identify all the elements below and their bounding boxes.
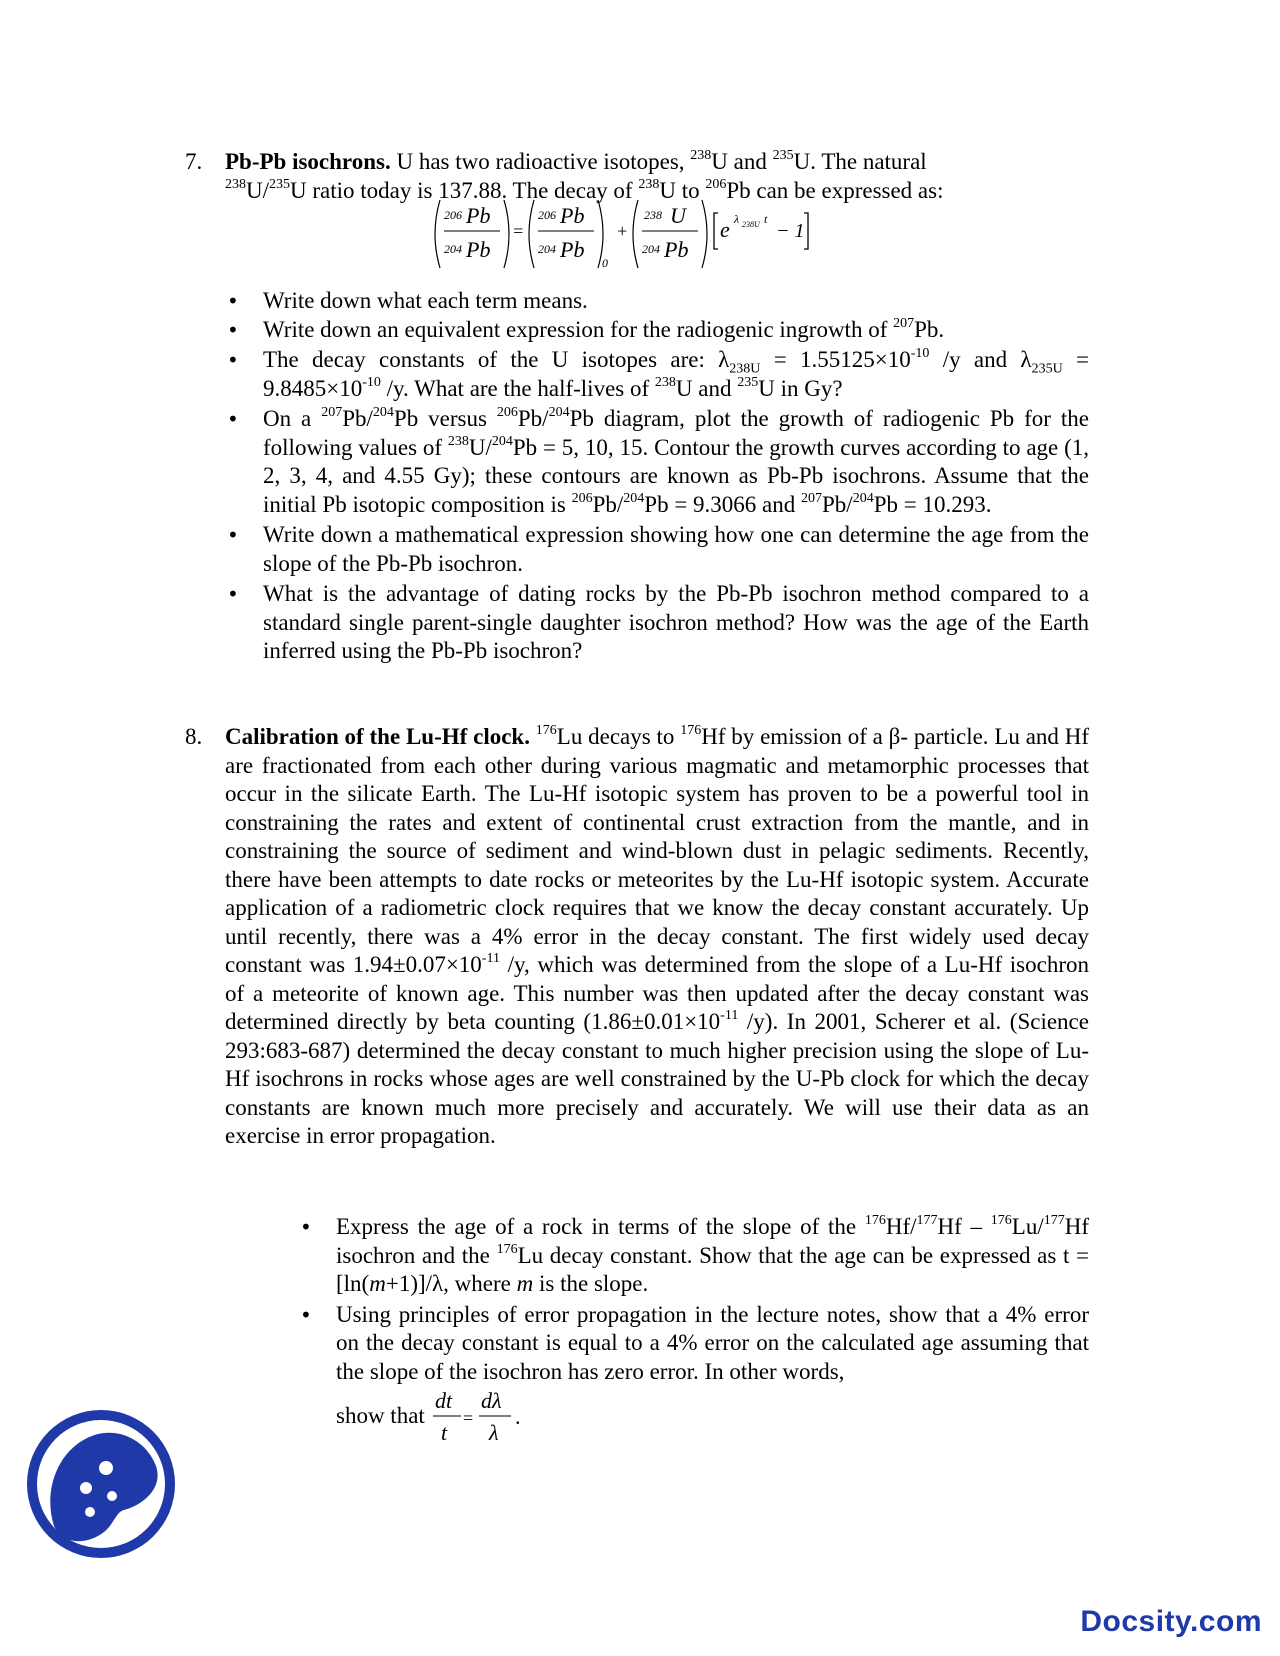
question-8-body: Calibration of the Lu-Hf clock. $^{176}$Lu decays to $^{176}$Hf by emission of a β- particle. Lu and Hf are fractionated from each other during various magmatic and metamorphic processes that occur in the silicate Earth. The Lu-Hf isotopic system has proven to be a powerful tool in constraining the rates and extent of continental crust extraction from the mantle, and in constraining the source of sediment and wind-blown dust in pelagic sediments. Recently, there have been attempts to date rocks or meteorites by the Lu-Hf isotopic system. Accurate application of a radiometric clock requires that we know the decay constant accurately. Up until recently, there was a 4% error in the decay constant. The first widely used decay constant was $1.94\pm 0.07\times 10^{-11}$ /y, which was determined from the slope of a Lu-Hf isochron of a meteorite of known age. This number was then updated after the decay constant was determined directly by beta counting ($1.86\pm 0.01\times 10^{-11}$ /y). In 2001, Scherer et al. (Science 293:683-687) determined the decay constant to much higher precision using the slope of Lu-Hf isochrons in rocks whose ages are well constrained by the U-Pb clock for which the decay constants are known much more precisely and accurately. We will use their data as an exercise in error propagation. xyxy=(225,723,1089,1148)
question-8-bullets xyxy=(300,1213,1089,1446)
svg-text:dλ: dλ xyxy=(480,1388,502,1413)
svg-text:Pb: Pb xyxy=(466,237,491,262)
svg-text:t: t xyxy=(440,1420,447,1445)
svg-text:204: 204 xyxy=(538,242,556,256)
iso-206-top: 206 xyxy=(444,208,462,222)
list-item: • Express the age of a rock in terms of the slope of the $^{176}$Hf/$^{177}$Hf – $^{176}$Lu/$^{177}$Hf isochron and the $^{176}$Lu decay constant. Show that the age can be expressed as t = [ln(m+1)]/λ, where m is the slope. xyxy=(300,1213,1089,1299)
decay-equation xyxy=(430,197,850,271)
svg-text:.: . xyxy=(514,1404,521,1429)
svg-text:Pb: Pb xyxy=(466,203,491,228)
fraction-equation xyxy=(431,1386,523,1446)
svg-text:Pb: Pb xyxy=(560,237,585,262)
question-7-intro: Pb-Pb isochrons. U has two radioactive isotopes, $^{238}$U and $^{235}$U. The natural $^{238}$U/$^{235}$U ratio today is 137.88. The decay of $^{238}$U to $^{206}$Pb can be expressed as: xyxy=(225,148,944,203)
docsity-brand-link[interactable]: Docsity.com xyxy=(1080,1604,1262,1638)
svg-text:204: 204 xyxy=(642,242,660,256)
list-item: • Write down what each term means. xyxy=(227,287,1089,316)
svg-text:dt: dt xyxy=(434,1388,452,1413)
svg-text:238U: 238U xyxy=(742,220,760,229)
list-item: • What is the advantage of dating rocks by the Pb-Pb isochron method compared to a standard single parent-single daughter isochron method? How was the age of the Earth inferred using the Pb-Pb isochron? xyxy=(227,580,1089,666)
svg-text:206: 206 xyxy=(538,208,556,222)
question-7-bullets xyxy=(227,287,1089,666)
question-number: 8. xyxy=(185,724,203,749)
svg-text:λ: λ xyxy=(488,1420,499,1445)
svg-text:=: = xyxy=(512,221,525,241)
list-item: • Using principles of error propagation in the lecture notes, show that a 4% error on the decay constant is equal to a 4% error on the calculated age assuming that the slope of the isochron has zero error. In other words, show that dt t = dλ λ . xyxy=(300,1301,1089,1447)
svg-text:t: t xyxy=(764,212,768,226)
list-item: • On a $^{207}$Pb/$^{204}$Pb versus $^{206}$Pb/$^{204}$Pb diagram, plot the growth of radiogenic Pb for the following values of $^{238}$U/$^{204}$Pb = 5, 10, 15. Contour the growth curves according to age (1, 2, 3, 4, and 4.55 Gy); these contours are known as Pb-Pb isochrons. Assume that the initial Pb isotopic composition is $^{206}$Pb/$^{204}$Pb = 9.3066 and $^{207}$Pb/$^{204}$Pb = 10.293. xyxy=(227,405,1089,519)
list-item: • The decay constants of the U isotopes are: $\lambda_{238U} = 1.55125\times 10^{-10}$ /y and $\lambda_{235U} = 9.8485\times 10^{-10}$ /y. What are the half-lives of $^{238}$U and $^{235}$U in Gy? xyxy=(227,346,1089,403)
question-title: Pb-Pb isochrons. xyxy=(225,149,391,174)
docsity-logo-icon xyxy=(20,1398,182,1568)
svg-text:=: = xyxy=(462,1408,473,1428)
svg-text:Pb: Pb xyxy=(560,203,585,228)
svg-text:U: U xyxy=(670,203,686,228)
svg-text:Pb: Pb xyxy=(664,237,689,262)
svg-text:− 1: − 1 xyxy=(776,220,805,242)
svg-text:λ: λ xyxy=(734,212,740,226)
question-title: Calibration of the Lu-Hf clock. xyxy=(225,724,530,749)
svg-text:238: 238 xyxy=(644,208,662,222)
question-number: 7. xyxy=(185,149,203,174)
list-item: • Write down an equivalent expression for the radiogenic ingrowth of $^{207}$Pb. xyxy=(227,316,1089,345)
svg-text:204: 204 xyxy=(444,242,462,256)
svg-text:e: e xyxy=(720,217,730,242)
svg-text:0: 0 xyxy=(602,256,608,270)
svg-text:+: + xyxy=(616,221,629,241)
list-item: • Write down a mathematical expression showing how one can determine the age from the slope of the Pb-Pb isochron. xyxy=(227,521,1089,578)
